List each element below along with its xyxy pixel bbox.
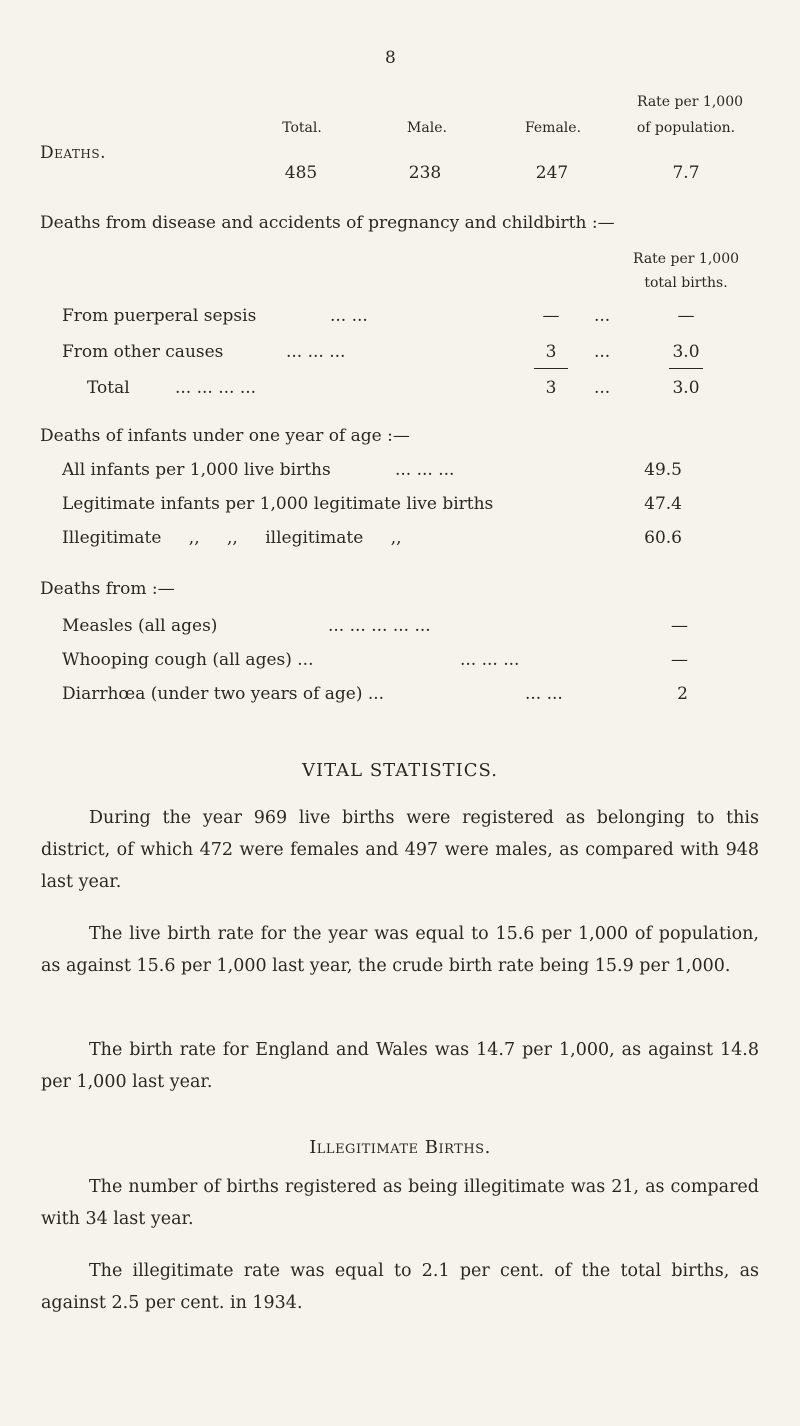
rate-header-line1: Rate per 1,000: [636, 94, 744, 110]
total-header: Total.: [282, 120, 322, 136]
deaths-female-value: 247: [535, 163, 569, 183]
vital-paragraph-3: The birth rate for England and Wales was 14.7 per 1,000, as against 14.8 per 1,000 last year.: [41, 1040, 759, 1092]
row-leader-dots: ... ... ... ...: [175, 378, 257, 398]
row-label: Whooping cough (all ages) ...: [62, 650, 314, 670]
row-label: From puerperal sepsis: [62, 306, 257, 326]
deaths-male-value: 238: [408, 163, 442, 183]
row-leader-dots: ...: [594, 306, 611, 326]
row-rate: 3.0: [672, 342, 700, 362]
male-header: Male.: [407, 120, 447, 136]
row-count: 3: [545, 378, 557, 398]
row-value: 2: [677, 684, 688, 704]
deaths-rate-value: 7.7: [672, 163, 700, 183]
subtotal-rule: [669, 368, 703, 369]
rate-header-line2: of population.: [636, 120, 736, 136]
illegitimate-births-heading: Illegitimate Births.: [309, 1137, 491, 1158]
row-count: —: [542, 306, 560, 326]
row-count: 3: [545, 342, 557, 362]
row-leader-dots: ... ... ...: [460, 650, 520, 670]
female-header: Female.: [524, 120, 582, 136]
deaths-total-value: 485: [284, 163, 318, 183]
vital-paragraph-2: The live birth rate for the year was equal to 15.6 per 1,000 of population, as against 15.6 per 1,000 last year, the crude birth rate being 15.9 per 1,000.: [41, 924, 759, 976]
vital-paragraph-1: During the year 969 live births were registered as belonging to this district, of which 472 were females and 497 were males, as compared with 948 last year.: [41, 808, 759, 892]
row-rate: —: [677, 306, 695, 326]
deaths-row-label: Deaths.: [40, 143, 106, 163]
row-leader-dots: ... ...: [330, 306, 368, 326]
row-leader-dots: ...: [594, 378, 611, 398]
row-label: All infants per 1,000 live births: [62, 460, 331, 480]
row-leader-dots: ... ...: [525, 684, 563, 704]
vital-statistics-heading: VITAL STATISTICS.: [302, 760, 498, 781]
row-leader-dots: ... ... ...: [395, 460, 455, 480]
row-value: —: [671, 616, 688, 636]
row-value: 49.5: [644, 460, 682, 480]
row-value: —: [671, 650, 688, 670]
row-label: Illegitimate ,, ,, illegitimate ,,: [62, 528, 402, 548]
row-label: Diarrhœa (under two years of age) ...: [62, 684, 385, 704]
row-leader-dots: ...: [594, 342, 611, 362]
row-label: Measles (all ages): [62, 616, 218, 636]
deaths-from-heading: Deaths from :—: [40, 579, 175, 599]
infants-heading: Deaths of infants under one year of age :—: [40, 426, 410, 446]
maternal-heading: Deaths from disease and accidents of pregnancy and childbirth :—: [40, 213, 615, 233]
maternal-rate-header-line1: Rate per 1,000: [632, 251, 740, 267]
maternal-rate-header-line2: total births.: [644, 275, 728, 291]
row-rate: 3.0: [672, 378, 700, 398]
row-label: Legitimate infants per 1,000 legitimate live births: [62, 494, 494, 514]
subtotal-rule: [534, 368, 568, 369]
illegitimate-paragraph-1: The number of births registered as being illegitimate was 21, as compared with 34 last year.: [41, 1177, 759, 1229]
row-label: From other causes: [62, 342, 224, 362]
row-value: 60.6: [644, 528, 682, 548]
row-leader-dots: ... ... ... ... ...: [328, 616, 431, 636]
row-value: 47.4: [644, 494, 682, 514]
page-number: 8: [385, 48, 396, 68]
row-leader-dots: ... ... ...: [286, 342, 346, 362]
illegitimate-paragraph-2: The illegitimate rate was equal to 2.1 per cent. of the total births, as against 2.5 per cent. in 1934.: [41, 1261, 759, 1313]
row-label: Total: [87, 378, 130, 398]
